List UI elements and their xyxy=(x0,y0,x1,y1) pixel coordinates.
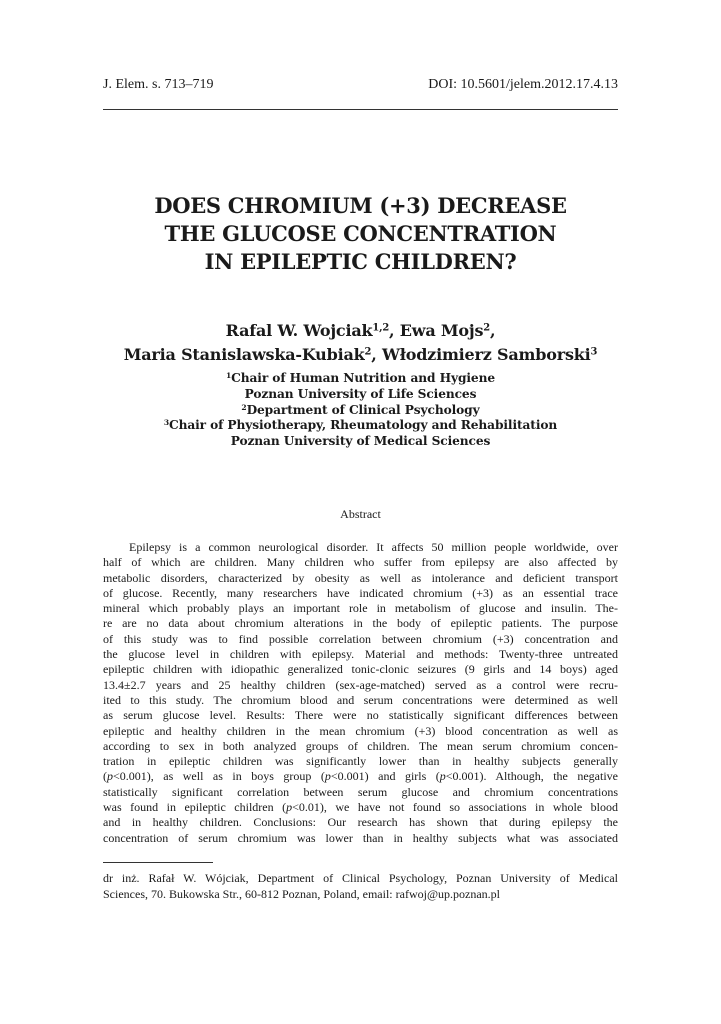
title-line: IN EPILEPTIC CHILDREN? xyxy=(204,249,517,274)
affiliation-text: Department of Clinical Psychology xyxy=(246,402,480,417)
abstract-line: and in healthy children. Conclusions: Our research has shown that during epilepsy the xyxy=(103,815,618,830)
affiliation xyxy=(90,387,631,403)
paper-title xyxy=(90,192,631,276)
affiliation-text: Poznan University of Life Sciences xyxy=(244,386,477,401)
p-value-symbol: p xyxy=(286,800,293,815)
abstract-heading: Abstract xyxy=(340,507,381,521)
footnote-rule xyxy=(103,862,213,863)
affiliation-mark: 1 xyxy=(225,370,232,380)
abstract-line: as serum glucose level. Results: There were no statistically significant differences between xyxy=(103,708,618,723)
abstract-line: epileptic children with idiopathic generalized tonic-clonic seizures (9 girls and 14 boys) aged xyxy=(103,662,618,677)
affiliation xyxy=(90,371,631,387)
journal-citation: J. Elem. s. 713–719 xyxy=(103,77,214,92)
author-name: Rafal W. Wojciak xyxy=(225,321,373,340)
abstract-line: 13.4±2.7 years and 25 healthy children (sex-age-matched) served as a control were recru- xyxy=(103,677,618,692)
affiliation-text: Poznan University of Medical Sciences xyxy=(230,434,491,449)
affiliation-list xyxy=(90,371,631,450)
affiliation xyxy=(90,418,631,434)
author-line xyxy=(70,319,651,343)
author-affiliation-mark: 1,2 xyxy=(372,322,390,334)
author-affiliation-mark: 3 xyxy=(590,346,598,358)
affiliation-mark: 3 xyxy=(163,418,169,428)
p-value-symbol: p xyxy=(107,769,113,784)
abstract-body xyxy=(103,540,618,846)
abstract-text: <0.001) and girls ( xyxy=(330,769,440,784)
abstract-line: tration in epileptic children was significantly lower than in healthy subjects generally xyxy=(103,754,618,769)
author-line xyxy=(70,343,651,367)
author-name: Maria Stanislawska-Kubiak xyxy=(123,345,365,364)
abstract-text: <0.01), we have not found so associations in whole blood xyxy=(292,800,618,815)
abstract-text: ( xyxy=(103,769,107,784)
author-separator: , xyxy=(489,321,496,340)
abstract-text: was found in epileptic children ( xyxy=(103,800,287,815)
affiliation xyxy=(90,434,631,450)
abstract-line: according to sex in both analyzed groups of children. The mean serum chromium concen- xyxy=(103,738,618,753)
author-separator: , xyxy=(371,345,382,364)
p-value-symbol: p xyxy=(324,769,331,784)
abstract-line: re are no data about chromium alterations in the body of epileptic patients. The purpose xyxy=(103,616,618,631)
running-header xyxy=(103,77,618,97)
abstract-line: Epilepsy is a common neurological disorder. It affects 50 million people worldwide, over xyxy=(129,540,618,554)
affiliation-text: Chair of Human Nutrition and Hygiene xyxy=(231,371,495,385)
author-separator: , xyxy=(389,321,400,340)
abstract-line: concentration of serum chromium was lower than in healthy subjects what was associated xyxy=(103,830,618,845)
author-affiliation-mark: 2 xyxy=(483,322,490,334)
affiliation xyxy=(90,403,631,419)
doi: DOI: 10.5601/jelem.2012.17.4.13 xyxy=(428,77,618,92)
abstract-line: half of which are children. Many children who suffer from epilepsy are also affected by xyxy=(103,555,618,570)
abstract-line: mineral which probably plays an important role in metabolism of glucose and insulin. The- xyxy=(103,601,618,616)
footnote-line: Sciences, 70. Bukowska Str., 60-812 Poznan, Poland, email: rafwoj@up.poznan.pl xyxy=(103,886,500,901)
abstract-line xyxy=(103,800,618,815)
correspondence-footnote xyxy=(103,871,618,902)
title-line: DOES CHROMIUM (+3) DECREASE xyxy=(154,193,567,218)
author-name: Włodzimierz Samborski xyxy=(382,345,591,364)
abstract-line: ited to this study. The chromium blood and serum concentrations were determined as well xyxy=(103,692,618,707)
affiliation-text: Chair of Physiotherapy, Rheumatology and Rehabilitation xyxy=(168,418,558,433)
header-rule xyxy=(103,109,618,110)
abstract-line: statistically significant correlation between serum glucose and chromium concentrations xyxy=(103,784,618,799)
author-list xyxy=(70,319,651,367)
abstract-line: epileptic and healthy children in the mean chromium (+3) blood concentration as well as xyxy=(103,723,618,738)
abstract-line xyxy=(103,769,618,784)
abstract-line: the glucose level in children with epilepsy. Material and methods: Twenty-three untreated xyxy=(103,647,618,662)
author-affiliation-mark: 2 xyxy=(364,346,372,358)
abstract-line: of glucose. Recently, many researchers have indicated chromium (+3) as an essential trace xyxy=(103,585,618,600)
author-name: Ewa Mojs xyxy=(399,321,484,340)
abstract-line: metabolic disorders, characterized by obesity as well as intolerance and deficient transport xyxy=(103,570,618,585)
title-line: THE GLUCOSE CONCENTRATION xyxy=(164,221,557,246)
abstract-text: <0.001), as well as in boys group ( xyxy=(113,769,325,784)
abstract-line: of this study was to find possible correlation between chromium (+3) concentration and xyxy=(103,631,618,646)
abstract-text: <0.001). Although, the negative xyxy=(445,769,619,784)
p-value-symbol: p xyxy=(439,769,446,784)
affiliation-mark: 2 xyxy=(241,402,247,412)
footnote-line: dr inż. Rafał W. Wójciak, Department of Clinical Psychology, Poznan University of Medical xyxy=(103,871,618,885)
